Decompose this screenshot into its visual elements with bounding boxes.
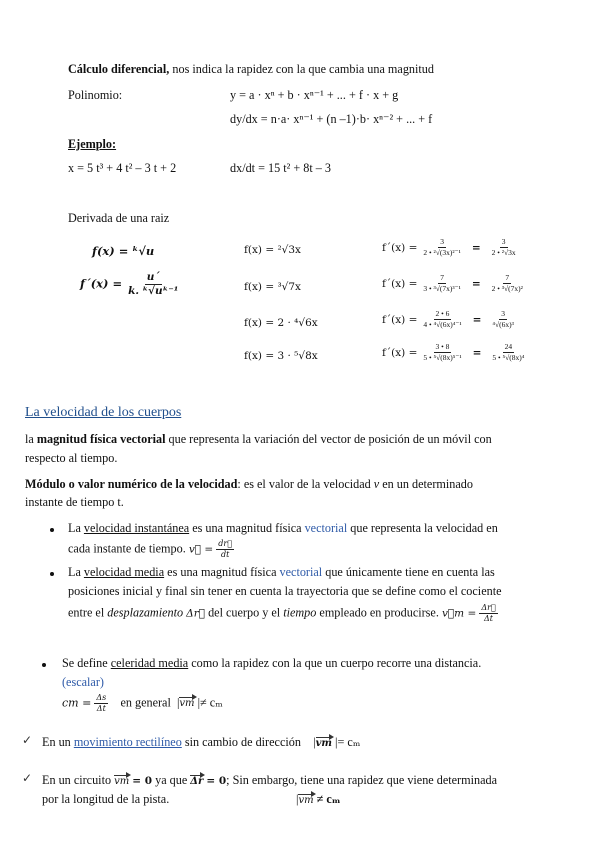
celeridad-equation: cm = $\frac{\Delta s}{\Delta t}$ en general |vm |≠ cₘ bbox=[62, 693, 223, 713]
frac-den: Δt bbox=[484, 614, 494, 623]
text-run-underline: velocidad instantánea bbox=[83, 521, 190, 535]
frac-num: 3 bbox=[501, 237, 506, 247]
text-run: entre el bbox=[68, 605, 108, 620]
root-example-frac2 bbox=[490, 343, 526, 361]
root-example-deriv bbox=[382, 238, 518, 256]
frac-num: 2 • 6 bbox=[435, 309, 450, 319]
vm-vector: vm bbox=[298, 795, 314, 806]
root-example-deriv bbox=[382, 343, 526, 361]
frac-den: Δt bbox=[96, 704, 106, 713]
text-run: que representa la velocidad en bbox=[347, 521, 498, 535]
text-run: que únicamente tiene en cuenta las bbox=[322, 565, 495, 579]
frac-den: 2 • ²√(3x)²⁻¹ bbox=[423, 247, 461, 257]
text-run-underline: celeridad media bbox=[110, 656, 189, 670]
root-example-frac1 bbox=[421, 343, 463, 361]
root-example-lhs: f´(x) = bbox=[382, 278, 418, 290]
root-example-lhs: f´(x) = bbox=[382, 347, 418, 359]
root-example-frac1 bbox=[421, 238, 462, 256]
frac-num: 3 bbox=[501, 309, 505, 319]
root-example-lhs: f´(x) = bbox=[382, 242, 418, 254]
text-run: sin cambio de dirección bbox=[181, 735, 301, 749]
text-run-bold: = 0 bbox=[206, 775, 227, 787]
text-run: Se define bbox=[62, 656, 111, 670]
frac-den: 2 • ²√3x bbox=[491, 247, 516, 257]
root-example-fx: f(x) = 3 · ⁵√8x bbox=[244, 350, 318, 362]
calc-intro-bold: Cálculo diferencial, bbox=[68, 62, 170, 76]
frac-num: 7 bbox=[440, 273, 444, 283]
velocity-definition-line2: respecto al tiempo. bbox=[25, 451, 118, 465]
eq-frac bbox=[216, 540, 234, 559]
bullet-dot bbox=[50, 528, 54, 532]
frac-den: 4 • ⁴√(6x)⁴⁻¹ bbox=[423, 319, 462, 329]
example-label: Ejemplo: bbox=[68, 137, 117, 151]
bullet-media-line2: posiciones inicial y final sin tener en cuenta la trayectoria que se define como el cociente bbox=[68, 584, 502, 598]
root-example-fx: f(x) = ³√7x bbox=[244, 281, 301, 293]
calc-intro bbox=[68, 62, 434, 77]
bullet-celeridad bbox=[62, 656, 481, 671]
poly-label: Polinomio: bbox=[68, 88, 123, 102]
text-run: En un bbox=[42, 735, 74, 749]
text-run: como la rapidez con la que un cuerpo recorre una distancia. bbox=[188, 656, 482, 670]
velocity-module bbox=[25, 477, 473, 492]
vm-vector: vm bbox=[179, 698, 195, 710]
check-circuito-line2: por la longitud de la pista. bbox=[42, 792, 170, 806]
check-circuito bbox=[42, 773, 497, 788]
velocity-definition bbox=[25, 432, 492, 447]
text-run-bold: ≠ cₘ bbox=[316, 792, 341, 806]
text-run-underline: velocidad media bbox=[83, 565, 165, 579]
checkmark-icon: ✓ bbox=[22, 771, 33, 785]
poly-formula: y = a · xⁿ + b · xⁿ⁻¹ + ... + f · x + g bbox=[230, 88, 399, 102]
text-run-italic: tiempo bbox=[283, 605, 317, 620]
text-run-bold: magnitud física vectorial bbox=[36, 432, 166, 446]
root-example-frac2 bbox=[490, 238, 518, 256]
text-run: : es el valor de la velocidad bbox=[237, 477, 374, 491]
text-run: ≠ cₘ bbox=[200, 695, 223, 710]
text-run: La bbox=[68, 565, 84, 579]
text-run: empleado en producirse. bbox=[316, 605, 439, 620]
root-example-frac2 bbox=[490, 310, 515, 328]
eq-frac bbox=[479, 604, 497, 623]
text-run: La bbox=[68, 521, 84, 535]
frac-num: Δr⃗ bbox=[481, 603, 496, 612]
text-run: que representa la variación del vector de posición de un móvil con bbox=[165, 432, 492, 446]
check-rectilineo: En un movimiento rectilíneo sin cambio de dirección |vm |= cₘ bbox=[42, 735, 361, 749]
root-example-fx: f(x) = 2 · ⁴√6x bbox=[244, 317, 318, 329]
bullet-media-line3 bbox=[68, 604, 498, 623]
frac-num: Δs bbox=[96, 693, 107, 702]
eq-frac bbox=[94, 694, 108, 713]
equals-sign: = bbox=[472, 347, 482, 359]
root-rule-1: f(x) = ᵏ√u bbox=[92, 244, 155, 258]
frac-den: ⁴√(6x)³ bbox=[492, 319, 514, 329]
root-example-frac1 bbox=[421, 274, 462, 292]
equals-sign: = bbox=[472, 314, 482, 326]
text-run: es una magnitud física bbox=[164, 565, 280, 579]
root-rule-2-den: k. ᵏ√uᵏ⁻¹ bbox=[128, 284, 179, 297]
equals-sign: = bbox=[471, 278, 481, 290]
frac-num: dr⃗ bbox=[218, 539, 232, 548]
root-rule-2-num: u´ bbox=[146, 271, 160, 283]
checkmark-icon: ✓ bbox=[22, 733, 33, 747]
equals-sign: = bbox=[471, 242, 481, 254]
text-run: en general bbox=[120, 695, 171, 710]
text-run: En un circuito bbox=[42, 773, 112, 787]
text-run: es una magnitud física bbox=[189, 521, 305, 535]
root-example-deriv bbox=[382, 274, 525, 292]
text-run: en un determinado bbox=[379, 477, 473, 491]
text-run: del cuerpo y el bbox=[205, 605, 284, 620]
vm-vector: vm bbox=[315, 738, 332, 749]
frac-num: 24 bbox=[504, 342, 513, 352]
text-run: la bbox=[25, 432, 37, 446]
root-example-fx: f(x) = ²√3x bbox=[244, 244, 301, 256]
root-rule-2-lhs: f´(x) = bbox=[80, 276, 123, 291]
vm-vector: vm bbox=[114, 776, 130, 787]
text-run: ya que bbox=[152, 773, 191, 787]
frac-num: 7 bbox=[505, 273, 510, 283]
frac-den: 2 • ³√(7x)² bbox=[491, 283, 523, 293]
root-example-lhs: f´(x) = bbox=[382, 314, 418, 326]
calc-intro-rest: nos indica la rapidez con la que cambia una magnitud bbox=[169, 62, 434, 76]
text-run: cada instante de tiempo. bbox=[68, 541, 186, 556]
text-run: ; Sin embargo, tiene una rapidez que viene determinada bbox=[226, 773, 497, 787]
velocity-heading: La velocidad de los cuerpos bbox=[25, 405, 182, 420]
text-run-blue: vectorial bbox=[279, 565, 323, 579]
displacement-vector: Δr⃗ bbox=[186, 607, 206, 620]
root-rule-2-frac bbox=[126, 272, 180, 296]
frac-den: dt bbox=[220, 550, 230, 559]
velocity-module-line2: instante de tiempo t. bbox=[25, 495, 124, 509]
bullet-dot bbox=[42, 663, 46, 667]
text-run: = cₘ bbox=[337, 735, 361, 749]
root-example-frac1 bbox=[421, 310, 463, 328]
eq-lhs: cm = bbox=[62, 696, 92, 710]
example-derivative: dx/dt = 15 t² + 8t – 3 bbox=[230, 161, 332, 175]
text-run-blue: vectorial bbox=[304, 521, 348, 535]
poly-derivative: dy/dx = n·a· xⁿ⁻¹ + (n –1)·b· xⁿ⁻² + ... + f bbox=[230, 112, 433, 126]
dr-vector: Δr bbox=[190, 776, 204, 787]
text-run-bold: Módulo o valor numérico de la velocidad bbox=[25, 477, 238, 491]
circuito-inequality: |vm ≠ cₘ bbox=[296, 792, 341, 806]
eq-lhs: v⃗ = bbox=[188, 543, 214, 556]
text-run-italic: v bbox=[373, 477, 380, 491]
frac-den: 3 • ³√(7x)³⁻¹ bbox=[423, 283, 461, 293]
root-title: Derivada de una raiz bbox=[68, 211, 170, 225]
frac-den: 5 • ⁵√(8x)⁵⁻¹ bbox=[423, 352, 462, 362]
eq-lhs: v⃗m = bbox=[441, 607, 477, 620]
text-run-bold: = 0 bbox=[132, 775, 153, 787]
bullet-media bbox=[68, 565, 495, 580]
bullet-instantanea-line2 bbox=[68, 540, 234, 559]
bullet-instantanea bbox=[68, 521, 498, 536]
text-run-italic: desplazamiento bbox=[107, 605, 184, 620]
bullet-dot bbox=[50, 572, 54, 576]
bullet-celeridad-scalar: (escalar) bbox=[62, 675, 104, 689]
movimiento-rectilineo-link[interactable]: movimiento rectilíneo bbox=[73, 735, 182, 749]
frac-num: 3 bbox=[440, 237, 444, 247]
root-example-deriv bbox=[382, 310, 516, 328]
example-formula: x = 5 t³ + 4 t² – 3 t + 2 bbox=[68, 161, 177, 175]
frac-den: 5 • ⁵√(8x)⁴ bbox=[492, 352, 525, 362]
root-rule-2 bbox=[80, 272, 180, 296]
frac-num: 3 • 8 bbox=[435, 342, 450, 352]
root-example-frac2 bbox=[490, 274, 525, 292]
